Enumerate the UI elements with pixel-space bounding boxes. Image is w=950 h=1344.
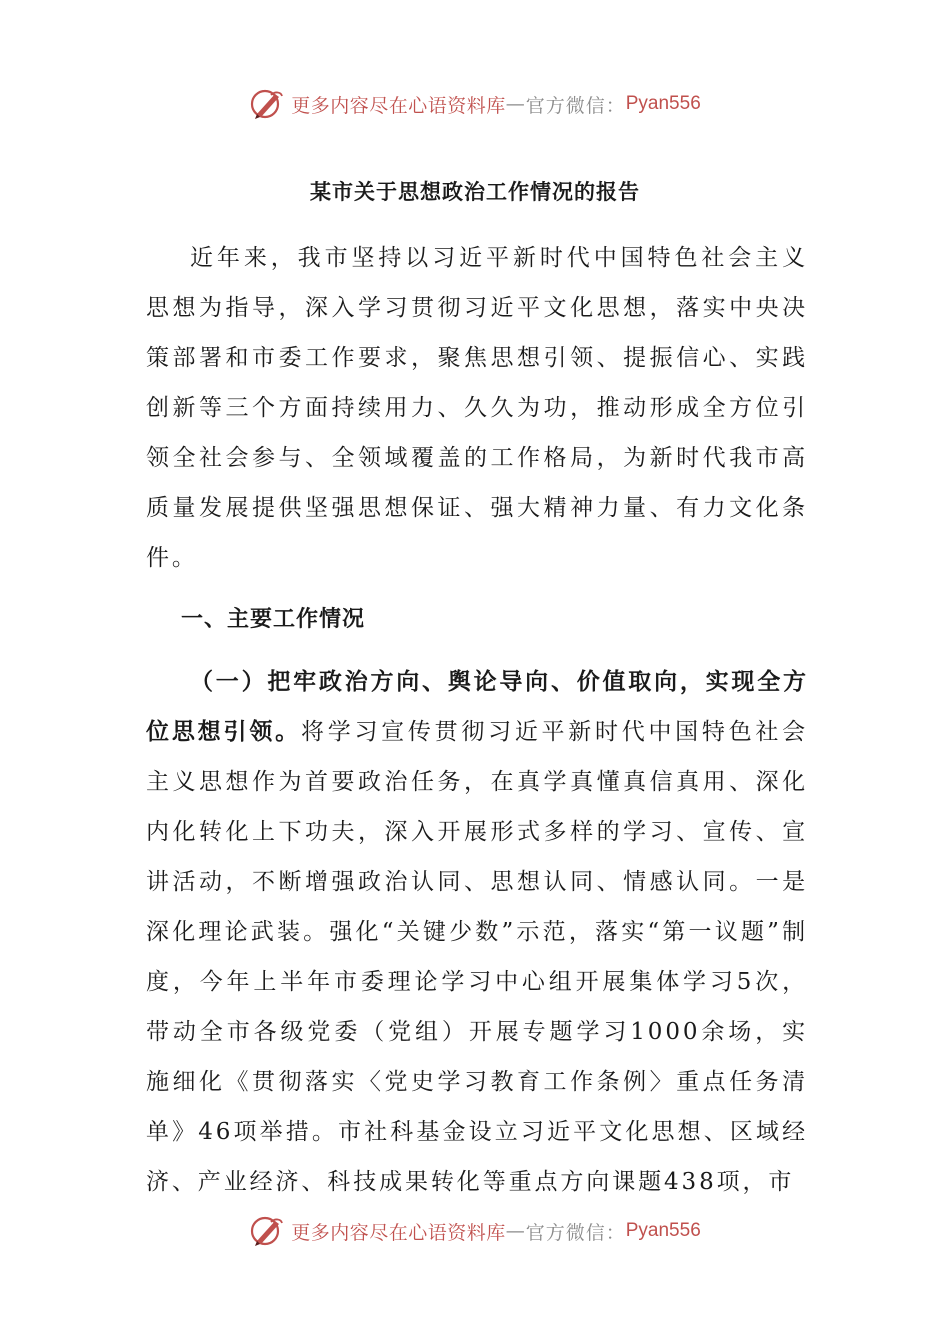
- banner-wechat-label: 官方微信：: [525, 94, 626, 117]
- document-body: [146, 233, 808, 1207]
- pen-logo-icon: [249, 1213, 285, 1249]
- banner-wechat-id: Pyan556: [625, 1220, 701, 1241]
- section-heading: 一、主要工作情况: [181, 607, 366, 632]
- banner-dash: —: [505, 93, 526, 115]
- subsection-lead: （一）把牢政治方向、舆论导向、价值取向，实现全方位思想引领。: [146, 669, 808, 745]
- document-title: 某市关于思想政治工作情况的报告: [310, 180, 640, 204]
- intro-paragraph: 近年来，我市坚持以习近平新时代中国特色社会主义思想为指导，深入学习贯彻习近平文化思想，落实中央决策部署和市委工作要求，聚焦思想引领、提振信心、实践创新等三个方面持续用力、久久为功，推动形成全方位引领全社会参与、全领域覆盖的工作格局，为新时代我市高质量发展提供坚强思想保证、强大精神力量、有力文化条件。: [146, 245, 808, 571]
- subsection-paragraph: [146, 657, 808, 1207]
- banner-wechat-label: 官方微信：: [525, 1221, 626, 1244]
- header-watermark-banner: [0, 84, 950, 124]
- banner-dash: —: [505, 1220, 526, 1242]
- banner-library-text: 更多内容尽在心语资料库: [291, 94, 506, 117]
- banner-library-text: 更多内容尽在心语资料库: [291, 1221, 506, 1244]
- pen-logo-icon: [249, 86, 285, 122]
- subsection-body: 将学习宣传贯彻习近平新时代中国特色社会主义思想作为首要政治任务，在真学真懂真信真用、深化内化转化上下功夫，深入开展形式多样的学习、宣传、宣讲活动，不断增强政治认同、思想认同、情感认同。一是深化理论武装。强化“关键少数”示范，落实“第一议题”制度，今年上半年市委理论学习中心组开展集体学习5次，带动全市各级党委（党组）开展专题学习1000余场，实施细化《贯彻落实〈党史学习教育工作条例〉重点任务清单》46项举措。市社科基金设立习近平文化思想、区域经济、产业经济、科技成果转化等重点方向课题438项，市: [146, 719, 809, 1195]
- banner-wechat-id: Pyan556: [625, 93, 701, 114]
- footer-watermark-banner: [0, 1211, 950, 1251]
